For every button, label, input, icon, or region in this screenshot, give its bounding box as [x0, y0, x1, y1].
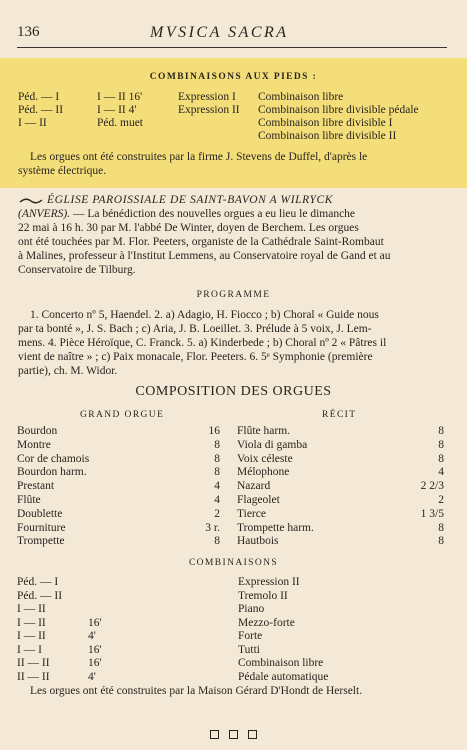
combinaisons-title: COMBINAISONS	[188, 558, 279, 568]
grand-stop-name: Montre	[17, 438, 51, 451]
pied-r0-d: Combinaison libre	[258, 91, 344, 103]
recit-stop-name: Mélophone	[237, 466, 290, 479]
recit-stop-name: Tierce	[237, 507, 266, 520]
recit-title: RÉCIT	[322, 410, 357, 420]
pied-r0-b: I — II 16'	[97, 91, 143, 103]
grand-stop-value: 8	[214, 535, 220, 548]
comb-left: Péd. — II	[17, 589, 63, 602]
church-heading: ÉGLISE PAROISSIALE DE SAINT-BAVON A WILRYCK	[47, 194, 334, 206]
recit-stop-value: 8	[438, 521, 444, 534]
comb-right: Piano	[238, 603, 265, 615]
recit-stop-value: 8	[438, 425, 444, 437]
church-place: (ANVERS).	[18, 208, 71, 220]
grand-stop-value: 8	[214, 466, 220, 479]
comb-right: Tutti	[238, 643, 260, 656]
comb-left: I — II	[17, 616, 46, 629]
comb-right: Tremolo II	[238, 589, 288, 602]
comb-right: Pédale automatique	[238, 670, 329, 683]
pied-r3-d: Combinaison libre divisible II	[258, 130, 397, 142]
pied-note-1: Les orgues ont été construites par la firme J. Stevens de Duffel, d'après le	[30, 151, 368, 163]
programme-line-1: 1. Concerto nº 5, Haendel. 2. a) Adagio, H. Fiocco ; b) Choral « Guide nous	[30, 309, 379, 321]
footer-ornament	[0, 726, 467, 744]
grand-stop-name: Flûte	[17, 494, 41, 506]
header-rule	[17, 47, 447, 48]
comb-right: Expression II	[238, 576, 300, 588]
recit-stop-value: 8	[438, 438, 444, 451]
recit-stop-name: Viola di gamba	[237, 438, 308, 451]
comb-left: Péd. — I	[17, 576, 59, 588]
pied-r1-c: Expression II	[178, 104, 240, 116]
church-line-6: Conservatoire de Tilburg.	[18, 264, 136, 276]
combinaisons-note: Les orgues ont été construites par la Maison Gérard D'Hondt de Herselt.	[30, 685, 363, 697]
comb-left: I — I	[17, 643, 42, 656]
recit-stop-value: 8	[438, 535, 444, 548]
grand-stop-value: 16	[208, 425, 220, 437]
grand-stop-name: Trompette	[17, 535, 65, 548]
programme-line-3: mens. 4. Pièce Héroïque, C. Franck. 5. a) Kinderbede ; b) Choral nº 2 « Pâtres il	[18, 337, 387, 349]
church-line-2	[18, 207, 458, 221]
grand-stop-name: Bourdon harm.	[17, 466, 87, 479]
recit-stop-value: 2 2/3	[420, 480, 444, 493]
pied-r2-d: Combinaison libre divisible I	[258, 117, 393, 129]
grand-stop-name: Bourdon	[17, 425, 58, 437]
programme-line-5: partie), ch. M. Widor.	[18, 365, 118, 377]
pied-note-2: système électrique.	[18, 165, 107, 177]
recit-stop-value: 1 3/5	[420, 507, 444, 520]
church-line-3: 22 mai à 16 h. 30 par M. l'abbé De Winter, doyen de Berchem. Les orgues	[18, 222, 359, 234]
page-number: 136	[17, 24, 40, 40]
programme-line-4: vient de naître » ; c) Paix monacale, Flor. Peeters. 6. 5ᵉ Symphonie (première	[18, 351, 373, 363]
recit-stop-value: 2	[438, 494, 444, 506]
pied-r0-c: Expression I	[178, 91, 236, 103]
comb-left: II — II	[17, 657, 50, 669]
grand-orgue-title: GRAND ORGUE	[80, 410, 165, 420]
pied-r2-a: I — II	[18, 117, 47, 129]
grand-stop-name: Fourniture	[17, 521, 66, 534]
programme-line-2: par ta bonté », J. S. Bach ; c) Aria, J. B. Loeillet. 3. Prélude à 5 voix, J. Lem-	[18, 323, 372, 335]
pied-title: COMBINAISONS AUX PIEDS :	[149, 72, 318, 82]
running-title: MVSICA SACRA	[150, 24, 289, 41]
recit-stop-value: 8	[438, 452, 444, 465]
pied-r2-b: Péd. muet	[97, 117, 143, 129]
comb-pitch: 4'	[88, 630, 96, 642]
pied-r1-b: I — II 4'	[97, 104, 137, 116]
programme-title: PROGRAMME	[196, 290, 271, 300]
grand-stop-value: 3 r.	[205, 521, 220, 534]
square-icon	[229, 730, 238, 739]
recit-stop-name: Trompette harm.	[237, 521, 314, 534]
comb-right: Forte	[238, 630, 263, 642]
recit-stop-name: Nazard	[237, 480, 271, 493]
composition-title: COMPOSITION DES ORGUES	[135, 384, 332, 399]
grand-stop-value: 4	[214, 480, 220, 493]
recit-stop-name: Flûte harm.	[237, 425, 291, 437]
comb-left: I — II	[17, 630, 46, 642]
square-icon	[210, 730, 219, 739]
comb-right: Mezzo-forte	[238, 616, 295, 629]
grand-stop-value: 8	[214, 452, 220, 465]
comb-pitch: 4'	[88, 670, 96, 683]
grand-stop-value: 2	[214, 507, 220, 520]
recit-stop-value: 4	[438, 466, 444, 479]
church-line-2-text: — La bénédiction des nouvelles orgues a eu lieu le dimanche	[70, 208, 356, 220]
recit-stop-name: Voix céleste	[237, 452, 293, 465]
recit-stop-name: Hautbois	[237, 535, 279, 548]
church-line-4: ont été touchées par M. Flor. Peeters, organiste de la Cathédrale Saint-Rombaut	[18, 236, 384, 248]
flourish-icon	[18, 196, 44, 206]
pied-r1-d: Combinaison libre divisible pédale	[258, 104, 419, 116]
comb-left: I — II	[17, 603, 46, 615]
recit-stop-name: Flageolet	[237, 494, 280, 506]
grand-stop-name: Prestant	[17, 480, 55, 493]
grand-stop-name: Doublette	[17, 507, 63, 520]
comb-pitch: 16'	[88, 657, 102, 669]
comb-right: Combinaison libre	[238, 657, 324, 669]
church-line-5: à Malines, professeur à l'Institut Lemmens, au Conservatoire royal de Gand et au	[18, 250, 391, 262]
grand-stop-value: 4	[214, 494, 220, 506]
pied-r1-a: Péd. — II	[18, 104, 64, 116]
square-icon	[248, 730, 257, 739]
pied-r0-a: Péd. — I	[18, 91, 60, 103]
comb-pitch: 16'	[88, 643, 102, 656]
grand-stop-value: 8	[214, 438, 220, 451]
grand-stop-name: Cor de chamois	[17, 452, 90, 465]
comb-pitch: 16'	[88, 616, 102, 629]
comb-left: II — II	[17, 670, 50, 683]
